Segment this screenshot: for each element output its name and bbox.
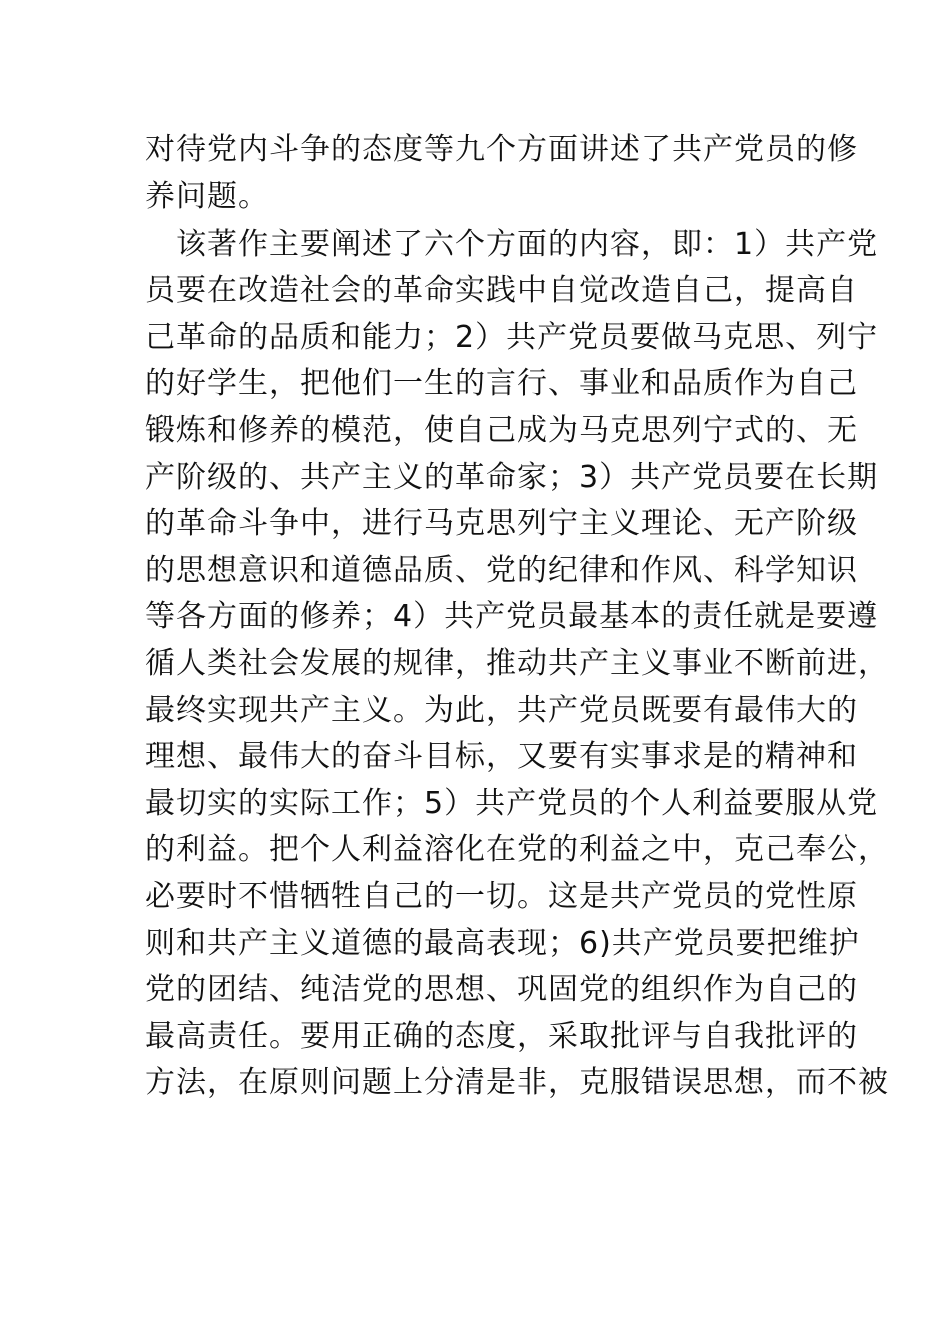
text-line: 等各方面的修养；4）共产党员最基本的责任就是要遵 xyxy=(145,599,879,635)
paragraph-main xyxy=(145,222,889,1107)
text-line: 己革命的品质和能力；2）共产党员要做马克思、列宁 xyxy=(145,319,879,355)
text-line: 循人类社会发展的规律，推动共产主义事业不断前进， xyxy=(145,646,889,682)
body-text xyxy=(145,127,889,1107)
text-line: 员要在改造社会的革命实践中自觉改造自己，提高自 xyxy=(145,273,858,309)
text-line: 的革命斗争中，进行马克思列宁主义理论、无产阶级 xyxy=(145,506,858,542)
text-line: 最高责任。要用正确的态度，采取批评与自我批评的 xyxy=(145,1018,858,1054)
text-line: 对待党内斗争的态度等九个方面讲述了共产党员的修 xyxy=(145,132,858,167)
text-line: 方法，在原则问题上分清是非，克服错误思想，而不被 xyxy=(145,1065,889,1101)
text-line: 党的团结、纯洁党的思想、巩固党的组织作为自己的 xyxy=(145,972,858,1008)
text-line: 的利益。把个人利益溶化在党的利益之中，克己奉公， xyxy=(145,832,889,868)
text-line: 的思想意识和道德品质、党的纪律和作风、科学知识 xyxy=(145,552,858,588)
paragraph-continued xyxy=(145,127,858,220)
text-line: 最终实现共产主义。为此，共产党员既要有最伟大的 xyxy=(145,692,858,728)
text-line: 则和共产主义道德的最高表现；6)共产党员要把维护 xyxy=(145,925,860,961)
text-line: 养问题。 xyxy=(145,178,269,214)
text-line: 理想、最伟大的奋斗目标，又要有实事求是的精神和 xyxy=(145,739,858,775)
text-line: 的好学生，把他们一生的言行、事业和品质作为自己 xyxy=(145,366,858,402)
text-line: 产阶级的、共产主义的革命家；3）共产党员要在长期 xyxy=(145,459,879,495)
text-line: 最切实的实际工作；5）共产党员的个人利益要服从党 xyxy=(145,785,879,821)
text-line: 必要时不惜牺牲自己的一切。这是共产党员的党性原 xyxy=(145,879,858,914)
text-line: 该著作主要阐述了六个方面的内容，即：1）共产党 xyxy=(145,226,879,262)
text-line: 锻炼和修养的模范，使自己成为马克思列宁式的、无 xyxy=(145,413,858,449)
